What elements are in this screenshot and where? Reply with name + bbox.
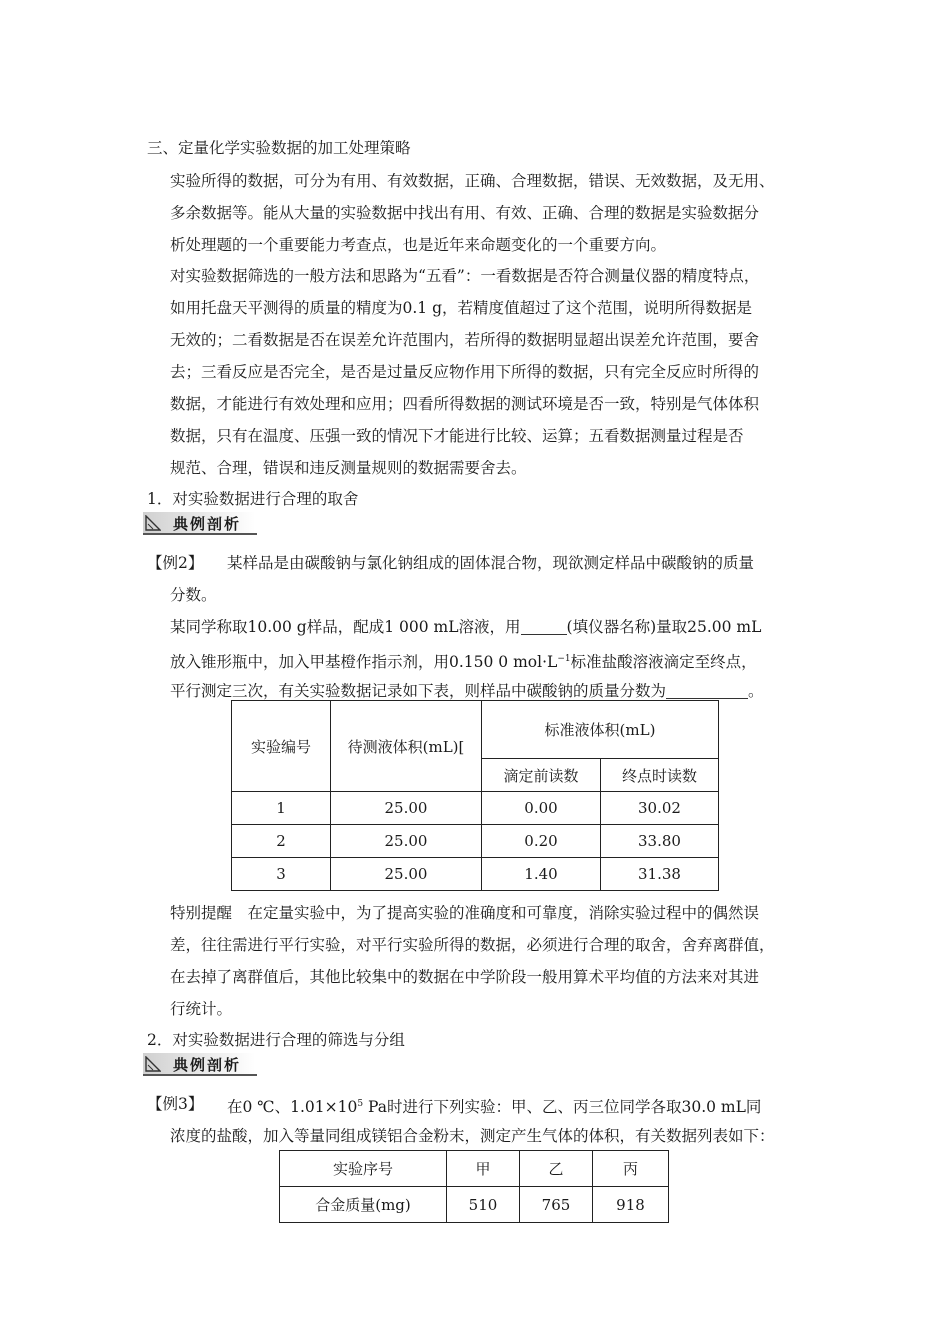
table-cell: 765: [520, 1187, 593, 1223]
paragraph-line: 多余数据等。能从大量的实验数据中找出有用、有效、正确、合理的数据是实验数据分: [170, 204, 760, 222]
example-analysis-badge: [143, 512, 255, 534]
paragraph-line: 数据，才能进行有效处理和应用；四看所得数据的测试环境是否一致，特别是气体体积: [170, 395, 760, 413]
subsection-heading: 1．对实验数据进行合理的取舍: [147, 490, 359, 508]
paragraph-line: 数据，只有在温度、压强一致的情况下才能进行比较、运算；五看数据测量过程是否: [170, 427, 744, 445]
tip-text: 在去掉了离群值后，其他比较集中的数据在中学阶段一般用算术平均值的方法来对其进: [170, 968, 760, 986]
table-row: [280, 1187, 669, 1223]
superscript: 5: [357, 1099, 364, 1109]
paragraph-line: 析处理题的一个重要能力考查点，也是近年来命题变化的一个重要方向。: [170, 236, 667, 254]
table-row: [280, 1151, 669, 1187]
table-cell: 合金质量(mg): [280, 1187, 447, 1223]
example-text: [170, 649, 757, 672]
example-text: 某样品是由碳酸钠与氯化钠组成的固体混合物，现欲测定样品中碳酸钠的质量: [227, 554, 755, 572]
example-text: [227, 1094, 761, 1117]
paragraph-line: 规范、合理，错误和违反测量规则的数据需要舍去。: [170, 459, 527, 477]
table-header: 实验编号: [232, 701, 331, 792]
example-text: [170, 681, 764, 701]
example-text: 浓度的盐酸，加入等量同组成镁铝合金粉末，测定产生气体的体积，有关数据列表如下：: [170, 1127, 775, 1145]
table-cell: 25.00: [331, 792, 482, 825]
answer-blank[interactable]: [666, 682, 748, 699]
table-cell: 30.02: [601, 792, 719, 825]
table-cell: 33.80: [601, 825, 719, 858]
table-cell: 25.00: [331, 825, 482, 858]
table-header: 甲: [447, 1151, 520, 1187]
example-text: [170, 617, 761, 637]
subsection-heading: 2．对实验数据进行合理的筛选与分组: [147, 1031, 405, 1049]
triangle-marker-icon: [145, 515, 161, 531]
table-header: 待测液体积(mL)[: [331, 701, 482, 792]
table-cell: 510: [447, 1187, 520, 1223]
example-text-part: 标准盐酸溶液滴定至终点，: [570, 653, 757, 671]
triangle-marker-icon: [145, 1056, 161, 1072]
table-cell: 1.40: [482, 858, 601, 891]
table-cell: 0.20: [482, 825, 601, 858]
table-header: 终点时读数: [601, 759, 719, 792]
table-row: [232, 858, 719, 891]
example-tag: 【例3】: [147, 1095, 204, 1113]
example-text: 分数。: [170, 586, 217, 604]
table-header: 实验序号: [280, 1151, 447, 1187]
tip-text: 差，往往需进行平行实验，对平行实验所得的数据，必须进行合理的取舍，舍弃离群值，: [170, 936, 775, 954]
paragraph-line: 如用托盘天平测得的质量的精度为0.1 g，若精度值超过了这个范围，说明所得数据是: [170, 299, 753, 317]
tip-text: 行统计。: [170, 1000, 233, 1018]
example-tag: 【例2】: [147, 554, 204, 572]
divider: [143, 533, 257, 535]
table-cell: 31.38: [601, 858, 719, 891]
answer-blank[interactable]: [521, 618, 567, 635]
table-cell: 0.00: [482, 792, 601, 825]
superscript: −1: [557, 654, 571, 664]
badge-label: 典例剖析: [173, 1056, 242, 1074]
example-text-part: 。: [748, 682, 764, 700]
table-cell: 2: [232, 825, 331, 858]
example-analysis-badge: [143, 1053, 255, 1075]
paragraph-line: 去；三看反应是否完全，是否是过量反应物作用下所得的数据，只有完全反应时所得的: [170, 363, 760, 381]
badge-label: 典例剖析: [173, 515, 242, 533]
table-cell: 1: [232, 792, 331, 825]
alloy-table: [279, 1150, 669, 1223]
table-header: 滴定前读数: [482, 759, 601, 792]
table-row: [232, 792, 719, 825]
table-cell: 25.00: [331, 858, 482, 891]
titration-table: [231, 700, 719, 891]
paragraph-line: 无效的；二看数据是否在误差允许范围内，若所得的数据明显超出误差允许范围，要舍: [170, 331, 760, 349]
example-text-part: 某同学称取10.00 g样品，配成1 000 mL溶液，用: [170, 618, 521, 636]
example-text-part: 平行测定三次，有关实验数据记录如下表，则样品中碳酸钠的质量分数为: [170, 682, 667, 700]
example-text-part: (填仪器名称)量取25.00 mL: [566, 618, 762, 636]
tip-text: 特别提醒 在定量实验中，为了提高实验的准确度和可靠度，消除实验过程中的偶然误: [170, 904, 760, 922]
section-heading: 三、定量化学实验数据的加工处理策略: [147, 139, 411, 157]
paragraph-line: 实验所得的数据，可分为有用、有效数据，正确、合理数据，错误、无效数据，及无用、: [170, 172, 775, 190]
table-header: 丙: [593, 1151, 669, 1187]
paragraph-line: 对实验数据筛选的一般方法和思路为“五看”：一看数据是否符合测量仪器的精度特点，: [170, 267, 760, 285]
example-text-part: 放入锥形瓶中，加入甲基橙作指示剂，用0.150 0 mol·L: [170, 653, 558, 671]
table-cell: 3: [232, 858, 331, 891]
example-text-part: Pa时进行下列实验：甲、乙、丙三位同学各取30.0 mL同: [363, 1098, 762, 1116]
table-cell: 918: [593, 1187, 669, 1223]
table-header: 标准液体积(mL): [482, 701, 719, 759]
table-header: 乙: [520, 1151, 593, 1187]
divider: [143, 1074, 257, 1076]
table-row: [232, 825, 719, 858]
example-text-part: 在0 ℃、1.01×10: [227, 1098, 358, 1116]
